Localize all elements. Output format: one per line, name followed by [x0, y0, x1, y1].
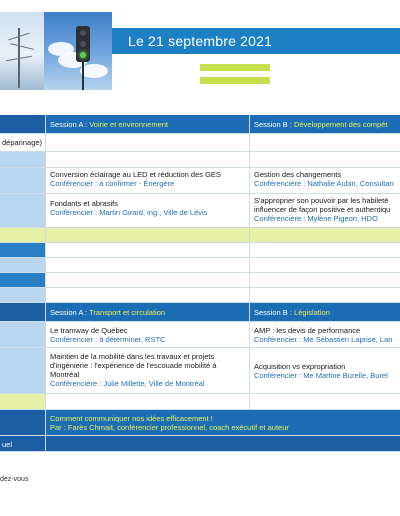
talk-cell	[250, 194, 400, 227]
schedule-row	[0, 258, 400, 273]
talk-row	[0, 168, 400, 194]
talk-cell	[250, 322, 400, 347]
session-a-header: Session A : Voirie et environnement	[46, 115, 250, 133]
talk-speaker: Conférencier : Martin Girard, ing., Ville de Lévis	[50, 208, 208, 217]
talk-speaker: Conférencier : Me Sébastien Laprise, Lan	[254, 335, 393, 344]
winter-trees-photo	[0, 12, 44, 90]
talk-cell	[46, 348, 250, 393]
decorative-bar	[200, 64, 270, 71]
talk-cell	[250, 168, 400, 193]
talk-title: Montréal	[50, 370, 80, 379]
footer-note: dez-vous	[0, 476, 29, 483]
schedule-table	[0, 115, 400, 452]
session-header-row	[0, 303, 400, 322]
schedule-row	[0, 243, 400, 258]
schedule-row	[0, 394, 400, 410]
talk-title: Conversion éclairage au LED et réduction des GES	[50, 170, 221, 179]
schedule-row	[0, 228, 400, 243]
talk-title: Acquisition vs expropriation	[254, 362, 346, 371]
session-b-header: Session B : Développement des compét	[254, 120, 388, 129]
schedule-row	[0, 436, 400, 452]
talk-cell	[250, 348, 400, 393]
talk-speaker: Conférencier : Me Martine Burelle, Burel	[254, 371, 388, 380]
header-photo-collage	[0, 12, 112, 90]
row-label: dépannage)	[0, 134, 46, 151]
keynote-speaker: Par : Farès Chmait, conférencier professionnel, coach exécutif et auteur	[50, 423, 289, 432]
talk-title: AMP : les devis de performance	[254, 326, 361, 335]
talk-speaker: Conférencière : Mylène Pigeon, HDO	[254, 214, 378, 223]
schedule-row	[0, 134, 400, 152]
talk-speaker: Conférencier : à déterminer, RSTC	[50, 335, 166, 344]
keynote-title: Comment communiquer nos idées efficacement !	[50, 414, 213, 423]
talk-title: Gestion des changements	[254, 170, 342, 179]
talk-title: Le tramway de Québec	[50, 326, 128, 335]
row-label: uel	[0, 436, 46, 451]
talk-row	[0, 194, 400, 228]
decorative-bar	[200, 77, 270, 84]
talk-row	[0, 348, 400, 394]
traffic-light-icon	[76, 26, 90, 62]
talk-speaker: Conférencière : Julie Millette, Ville de Montréal	[50, 379, 205, 388]
date-title: Le 21 septembre 2021	[128, 33, 273, 49]
session-b-header: Session B : Législation	[254, 308, 330, 317]
talk-speaker: Conférencier : à confirmer - Énergère	[50, 179, 175, 188]
schedule-row	[0, 288, 400, 303]
session-header-row	[0, 115, 400, 134]
talk-title: S'approprier son pouvoir par les habileté	[254, 196, 389, 205]
talk-title: Fondants et abrasifs	[50, 199, 118, 208]
talk-title: d'ingénierie : l'expérience de l'escouade mobilité à	[50, 361, 217, 370]
talk-cell	[46, 168, 250, 193]
keynote-row	[0, 410, 400, 436]
schedule-row	[0, 273, 400, 288]
talk-title: Maintien de la mobilité dans les travaux et projets	[50, 352, 215, 361]
talk-speaker: Conférencière : Nathalie Aubin, Consultan	[254, 179, 394, 188]
talk-cell	[46, 194, 250, 227]
talk-cell	[46, 322, 250, 347]
talk-title: influencer de façon positive et authentiqu	[254, 205, 391, 214]
keynote-cell	[46, 410, 400, 435]
talk-row	[0, 322, 400, 348]
session-a-header: Session A : Transport et circulation	[46, 303, 250, 321]
schedule-row	[0, 152, 400, 168]
